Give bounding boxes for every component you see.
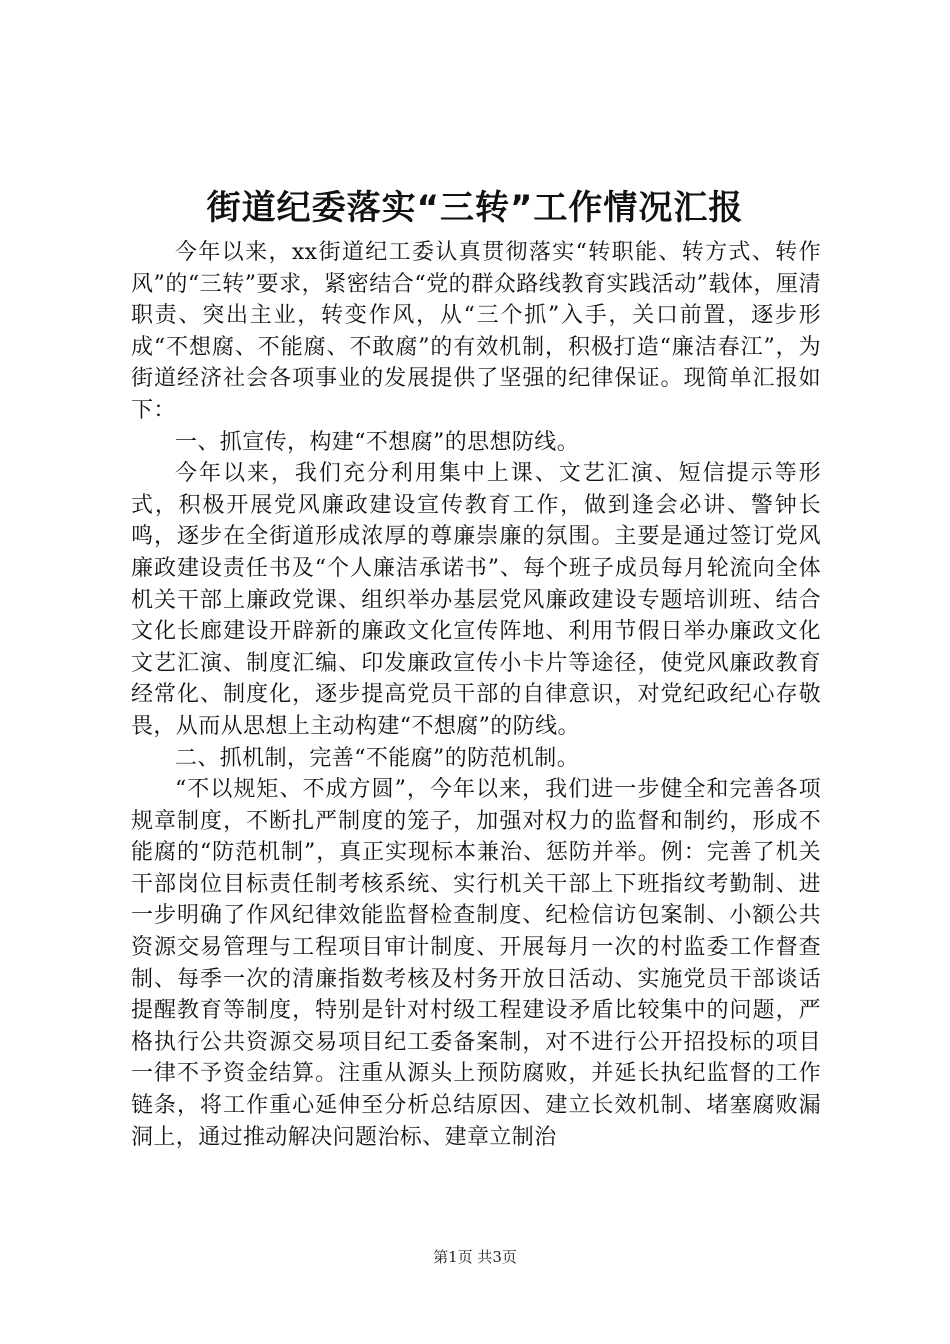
propaganda-paragraph: 今年以来，我们充分利用集中上课、文艺汇演、短信提示等形式，积极开展党风廉政建设宣传教育工作，做到逢会必讲、警钟长鸣，逐步在全街道形成浓厚的尊廉崇廉的氛围。主要是通过签订党风廉政建设责任书及“个人廉洁承诺书”、每个班子成员每月轮流向全体机关干部上廉政党课、组织举办基层党风廉政建设专题培训班、结合文化长廊建设开辟新的廉政文化宣传阵地、利用节假日举办廉政文化文艺汇演、制度汇编、印发廉政宣传小卡片等途径，使党风廉政教育经常化、制度化，逐步提高党员干部的自律意识，对党纪政纪心存敬畏，从而从思想上主动构建“不想腐”的防线。 [131,461,821,739]
section-heading-mechanism: 二、抓机制，完善“不能腐”的防范机制。 [175,745,580,771]
document-body [131,237,821,1153]
page-number-footer: 第1页 共3页 [433,1248,517,1266]
document-title: 街道纪委落实“三转”工作情况汇报 [206,188,744,228]
intro-paragraph: 今年以来，xx街道纪工委认真贯彻落实“转职能、转方式、转作风”的“三转”要求，紧密结合“党的群众路线教育实践活动”载体，厘清职责、突出主业，转变作风，从“三个抓”入手，关口前置，逐步形成“不想腐、不能腐、不敢腐”的有效机制，积极打造“廉洁春江”，为街道经济社会各项事业的发展提供了坚强的纪律保证。现简单汇报如下： [131,240,821,423]
mechanism-paragraph: “不以规矩、不成方圆”，今年以来，我们进一步健全和完善各项规章制度，不断扎严制度的笼子，加强对权力的监督和制约，形成不能腐的“防范机制”，真正实现标本兼治、惩防并举。例：完善了机关干部岗位目标责任制考核系统、实行机关干部上下班指纹考勤制、进一步明确了作风纪律效能监督检查制度、纪检信访包案制、小额公共资源交易管理与工程项目审计制度、开展每月一次的村监委工作督查制、每季一次的清廉指数考核及村务开放日活动、实施党员干部谈话提醒教育等制度，特别是针对村级工程建设矛盾比较集中的问题，严格执行公共资源交易项目纪工委备案制，对不进行公开招投标的项目一律不予资金结算。注重从源头上预防腐败，并延长执纪监督的工作链条，将工作重心延伸至分析总结原因、建立长效机制、堵塞腐败漏洞上，通过推动解决问题治标、建章立制治 [131,777,821,1150]
section-heading-propaganda: 一、抓宣传，构建“不想腐”的思想防线。 [175,429,580,455]
